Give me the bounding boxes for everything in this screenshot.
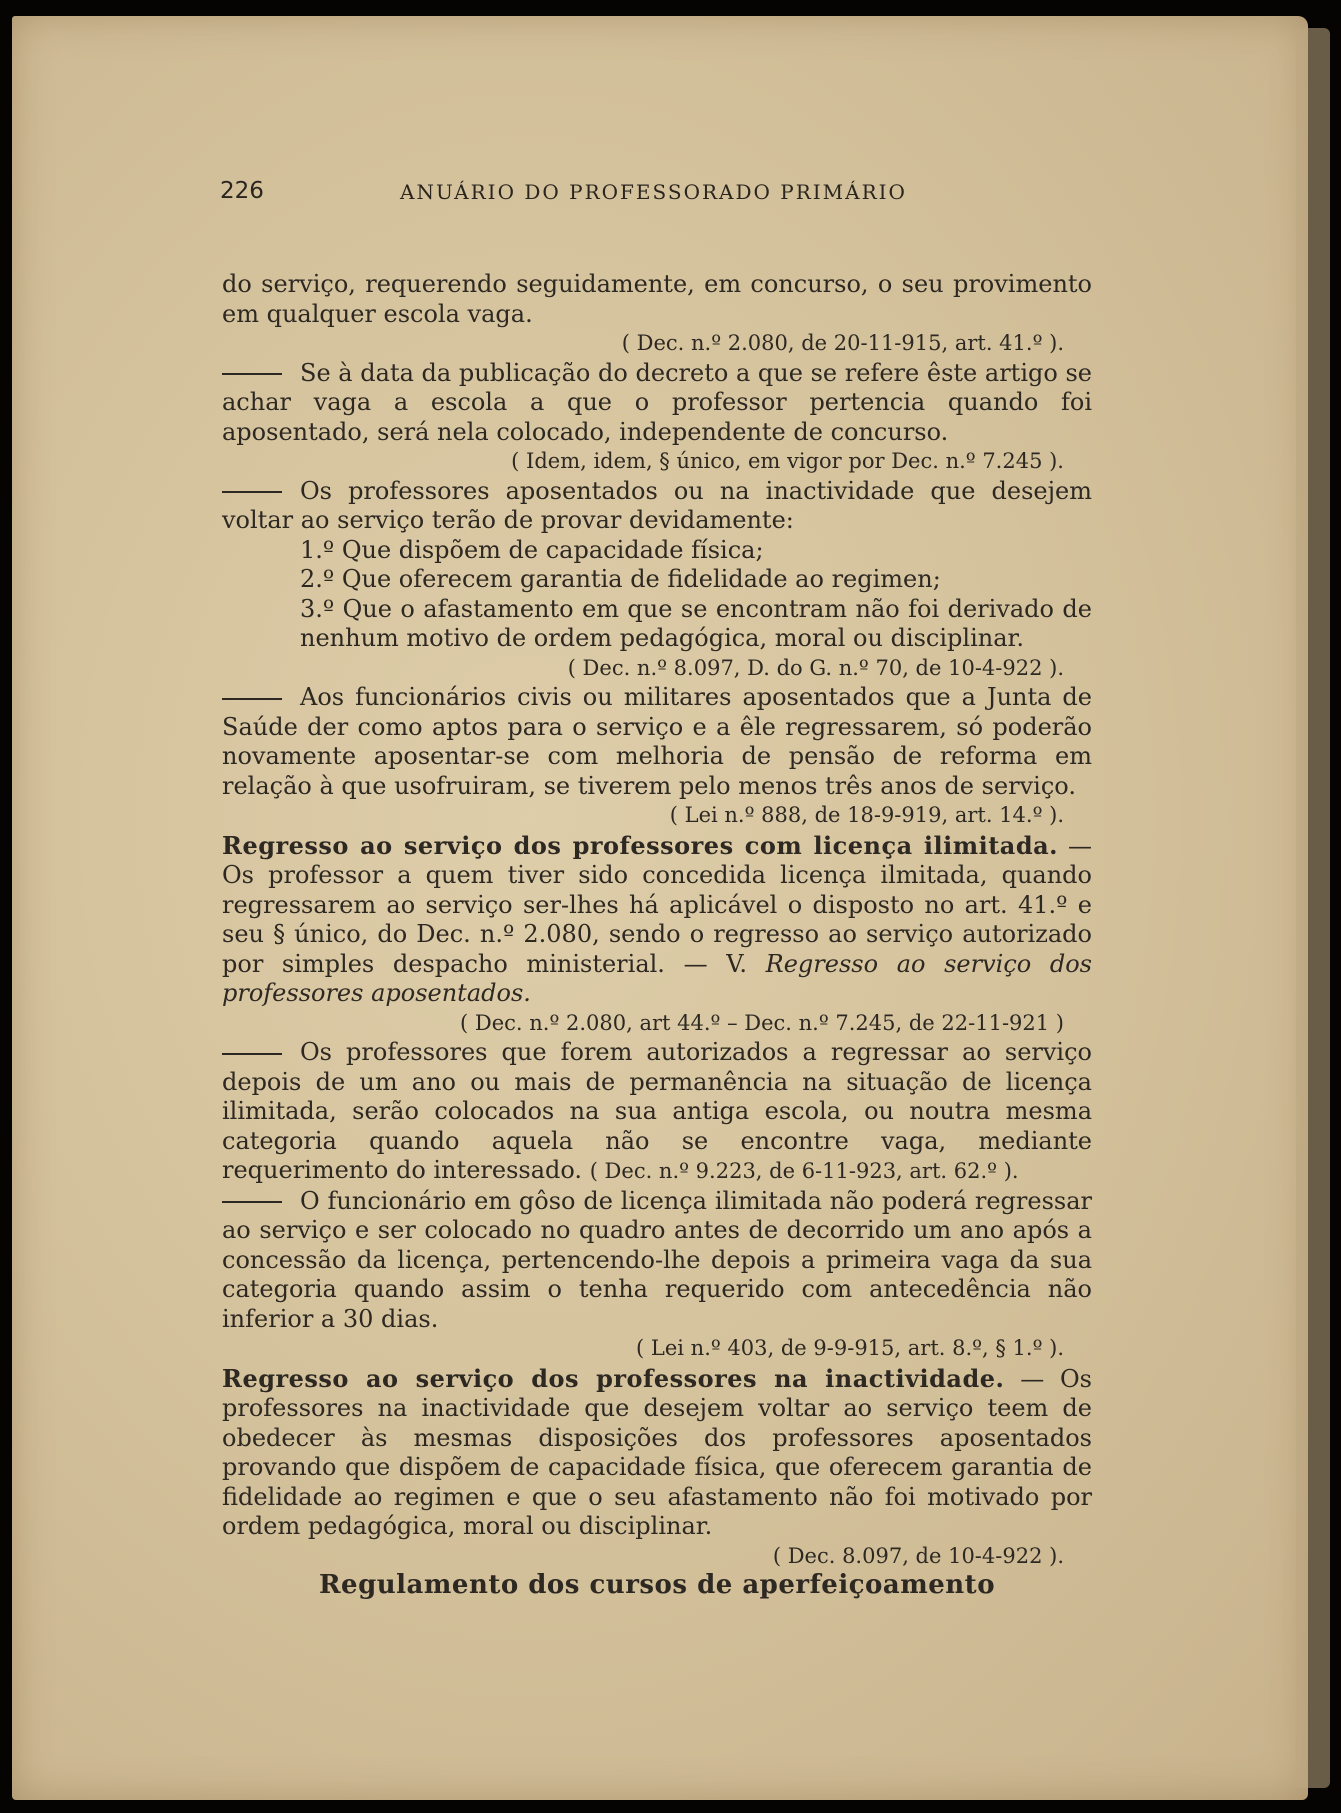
- citation: ( Lei n.º 888, de 18-9-919, art. 14.º ).: [669, 803, 1064, 827]
- paragraph-text: O funcionário em gôso de licença ilimitada não poderá regressar ao serviço e ser colocado no quadro antes de decorrido um ano após a concessão da licença, pertencendo-lhe depois a primeira vaga da sua categoria quando assim o tenha requerido com antecedência não inferior a 30 dias.: [222, 1186, 1092, 1333]
- citation: ( Dec. 8.097, de 10-4-922 ).: [772, 1543, 1064, 1568]
- section-heading: Regresso ao serviço dos professores com licença ilimitada.: [222, 830, 1059, 860]
- paragraph: do serviço, requerendo seguidamente, em concurso, o seu provimento em qualquer escola vaga.: [222, 270, 1092, 328]
- dash-rule: [222, 491, 282, 493]
- citation: ( Lei n.º 403, de 9-9-915, art. 8.º, § 1.º ).: [636, 1336, 1064, 1360]
- paragraph: [222, 477, 1092, 536]
- paragraph-text: Os professores que forem autorizados a regressar ao serviço depois de um ano ou mais de permanência na situação de licença ilimitada, serão colocados na sua antiga escola, ou noutra mesma categoria quando aquela não se encontre vaga, mediante requerimento do interessado.: [222, 1038, 1092, 1184]
- dash-rule: [222, 1053, 282, 1055]
- paragraph-text: Se à data da publicação do decreto a que se refere êste artigo se achar vaga a escola a que o professor pertencia quando foi aposentado, será nela colocado, independente de concurso.: [222, 358, 1092, 446]
- page-body: [222, 270, 1092, 1601]
- list-item: 1.º Que dispõem de capacidade física;: [300, 535, 764, 564]
- section-heading: Regulamento dos cursos de aperfeiçoamento: [318, 1570, 996, 1600]
- running-title: ANUÁRIO DO PROFESSORADO PRIMÁRIO: [400, 180, 907, 204]
- paragraph: [222, 1364, 1092, 1542]
- paragraph: [222, 1187, 1092, 1335]
- paragraph: [222, 683, 1092, 801]
- citation: ( Idem, idem, § único, em vigor por Dec. n.º 7.245 ).: [511, 449, 1064, 473]
- paragraph-text: — Os professores na inactividade que desejem voltar ao serviço teem de obedecer às mesmas disposições dos professores aposentados provando que dispõem de capacidade física, que oferecem garantia de fidelidade ao regimen e que o seu afastamento não foi motivado por ordem pedagógica, moral ou disciplinar.: [222, 1364, 1092, 1540]
- dash-rule: [222, 373, 282, 375]
- list-item: 3.º Que o afastamento em que se encontram não foi derivado de nenhum motivo de ordem pedagógica, moral ou disciplinar.: [300, 594, 1092, 652]
- citation: ( Dec. n.º 2.080, de 20-11-915, art. 41.º ).: [621, 331, 1064, 355]
- dash-rule: [222, 698, 282, 700]
- paragraph: [222, 359, 1092, 448]
- page-number: 226: [220, 178, 264, 204]
- paragraph-text: Os professores aposentados ou na inactividade que desejem voltar ao serviço terão de provar devidamente:: [222, 476, 1092, 534]
- citation: ( Dec. n.º 2.080, art 44.º – Dec. n.º 7.245, de 22-11-921 ): [460, 1010, 1064, 1035]
- citation: ( Dec. n.º 8.097, D. do G. n.º 70, de 10-4-922 ).: [567, 655, 1064, 680]
- citation: ( Dec. n.º 9.223, de 6-11-923, art. 62.º ).: [589, 1159, 1019, 1183]
- cross-reference: Regresso ao serviço dos professores aposentados.: [222, 949, 1092, 1007]
- next-page-edge: [1296, 28, 1330, 1788]
- paragraph: [222, 1038, 1092, 1187]
- list-item: 2.º Que oferecem garantia de fidelidade ao regimen;: [300, 565, 941, 593]
- section-heading: Regresso ao serviço dos professores na inactividade.: [222, 1363, 1005, 1393]
- paragraph: [222, 831, 1092, 1009]
- paragraph-text: Aos funcionários civis ou militares aposentados que a Junta de Saúde der como aptos para o serviço e a êle regressarem, só poderão novamente aposentar-se com melhoria de pensão de reforma em relação à que usofruiram, se tiverem pelo menos três anos de serviço.: [222, 683, 1092, 800]
- dash-rule: [222, 1201, 282, 1203]
- paragraph-text: — Os professor a quem tiver sido concedida licença ilmitada, quando regressarem ao serviço ser-lhes há aplicável o disposto no art. 41.º e seu § único, do Dec. n.º 2.080, sendo o regresso ao serviço autorizado por simples despacho ministerial. — V.: [222, 831, 1092, 978]
